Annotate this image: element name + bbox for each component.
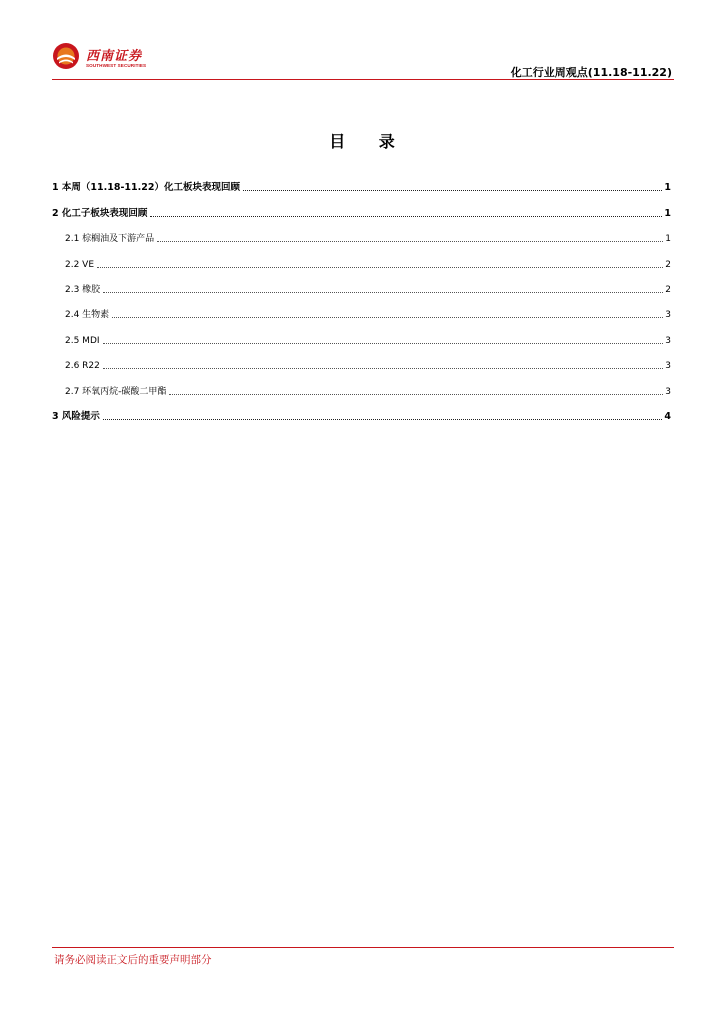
- toc-entry-label: 2.1 棕榈油及下游产品: [65, 234, 155, 245]
- toc-entry-page: 2: [665, 284, 671, 295]
- toc-entry-2-7[interactable]: [52, 375, 671, 400]
- toc-leader-dots: [112, 317, 663, 318]
- toc-leader-dots: [150, 216, 662, 217]
- toc-entry-label: 2 化工子板块表现回顾: [52, 207, 148, 219]
- toc-entry-2-3[interactable]: [52, 274, 671, 299]
- toc-entry-page: 1: [665, 234, 671, 245]
- toc-entry-2-5[interactable]: [52, 324, 671, 349]
- toc-entry-label: 2.2 VE: [65, 259, 95, 270]
- logo-chinese-name: 西南证券: [86, 49, 143, 64]
- toc-leader-dots: [169, 394, 663, 395]
- toc-entry-page: 1: [664, 207, 671, 219]
- toc-leader-dots: [157, 241, 663, 242]
- toc-entry-label: 2.6 R22: [65, 361, 100, 372]
- footer-disclaimer: 请务必阅读正文后的重要声明部分: [54, 954, 212, 966]
- toc-leader-dots: [103, 343, 664, 344]
- toc-entry-label: 2.3 橡胶: [65, 284, 101, 295]
- toc-entry-label: 2.4 生物素: [65, 310, 110, 321]
- toc-entry-page: 3: [665, 386, 671, 397]
- logo-english-name: SOUTHWEST SECURITIES: [86, 63, 147, 68]
- toc-entry-3[interactable]: [52, 401, 671, 426]
- toc-entry-page: 3: [665, 310, 671, 321]
- toc-leader-dots: [103, 368, 663, 369]
- toc-entry-2[interactable]: [52, 197, 671, 222]
- toc-entry-2-4[interactable]: [52, 299, 671, 324]
- toc-entry-label: 3 风险提示: [52, 410, 100, 422]
- toc-entry-page: 1: [664, 182, 671, 194]
- toc-entry-label: 2.5 MDI: [65, 335, 100, 346]
- toc-leader-dots: [97, 267, 663, 268]
- toc-leader-dots: [103, 419, 662, 420]
- toc-entry-1[interactable]: [52, 172, 671, 197]
- toc-entry-2-6[interactable]: [52, 350, 671, 375]
- header-divider: [52, 79, 674, 80]
- toc-entry-page: 3: [665, 335, 671, 346]
- footer-divider: [52, 947, 674, 948]
- sun-logo-icon: [52, 42, 80, 70]
- toc-leader-dots: [103, 292, 663, 293]
- toc-leader-dots: [243, 190, 662, 191]
- toc-entry-page: 2: [665, 259, 671, 270]
- report-title: 化工行业周观点(11.18-11.22): [510, 66, 672, 79]
- toc-entry-2-2[interactable]: [52, 248, 671, 273]
- toc-entry-page: 3: [665, 361, 671, 372]
- table-of-contents: [52, 172, 671, 426]
- company-logo: [52, 42, 152, 74]
- toc-entry-2-1[interactable]: [52, 223, 671, 248]
- toc-entry-page: 4: [664, 410, 671, 422]
- toc-heading: 目 录: [329, 132, 409, 151]
- toc-entry-label: 1 本周（11.18-11.22）化工板块表现回顾: [52, 182, 240, 194]
- toc-entry-label: 2.7 环氧丙烷-碳酸二甲酯: [65, 386, 167, 397]
